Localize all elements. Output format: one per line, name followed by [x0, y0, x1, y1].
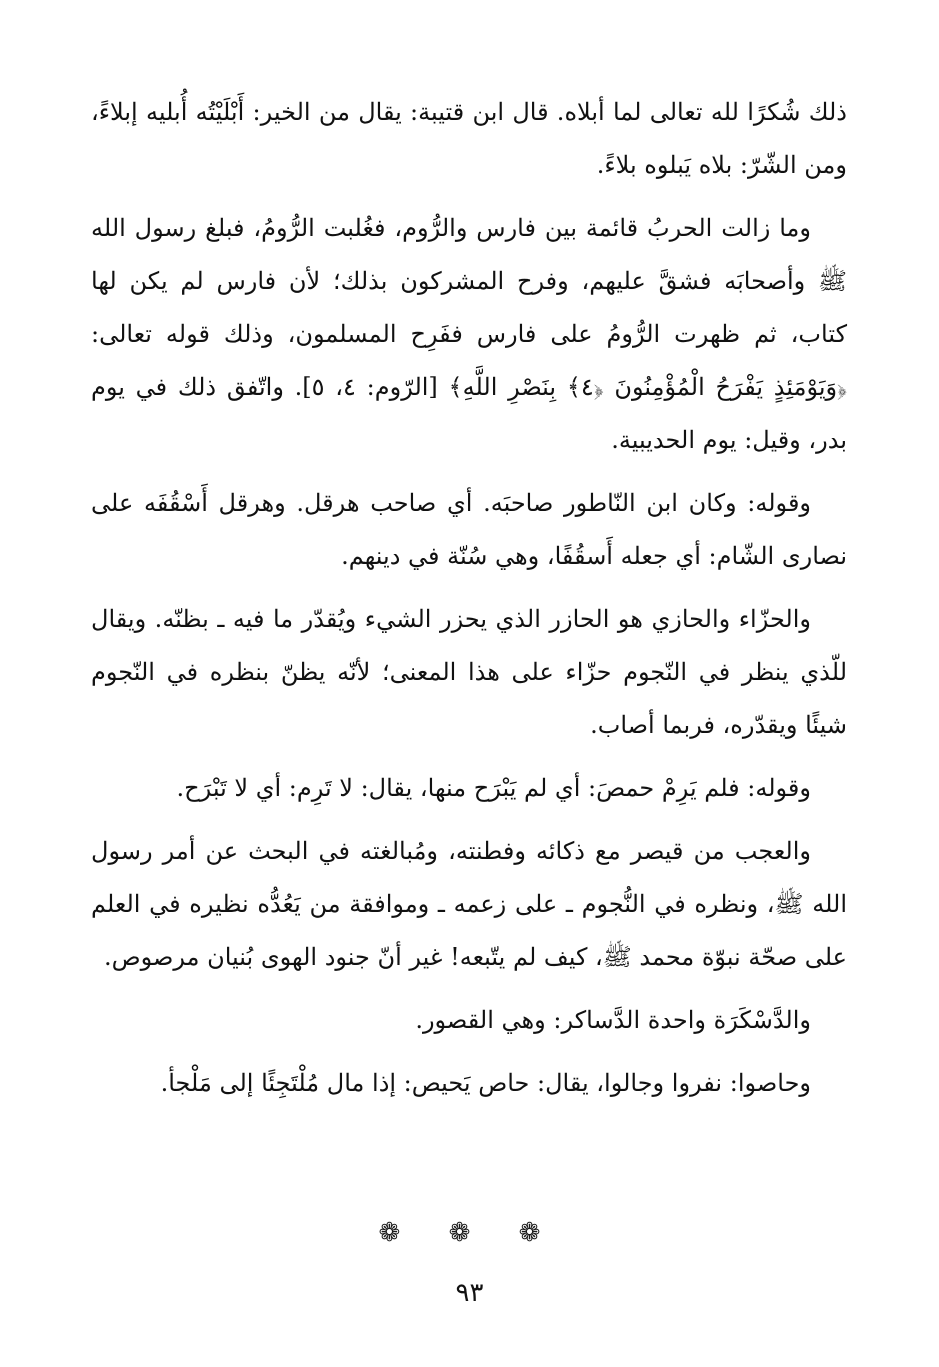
- flower-ornament-icon: ❁: [378, 1218, 421, 1248]
- page-number: ٩٣: [455, 1278, 484, 1308]
- paragraph-1: ذلك شُكرًا لله تعالى لما أبلاه. قال ابن قتيبة: يقال من الخير: أَبْلَيْتُه أُبليه إبلاءً، ومن الشّرّ: بلاه يَبلوه بلاءً.: [91, 98, 847, 179]
- paragraph-8: وحاصوا: نفروا وجالوا، يقال: حاص يَحيص: إذا مال مُلْتَجِئًا إلى مَلْجأ.: [160, 1069, 811, 1097]
- paragraph-6: والعجب من قيصر مع ذكائه وفطنته، ومُبالغته في البحث عن أمر رسول الله ﷺ، ونظره في النُّجوم ـ على زعمه ـ وموافقة من يَعُدُّه نظيره في العلم على صحّة نبوّة محمد ﷺ، كيف لم يتّبعه! غير أنّ جنود الهوى بُنيان مرصوص.: [91, 837, 847, 971]
- section-divider-ornaments: [0, 1218, 939, 1248]
- page-body: [91, 86, 847, 1120]
- paragraph-7: والدَّسْكَرَة واحدة الدَّساكر: وهي القصور.: [415, 1006, 811, 1034]
- paragraph-5: وقوله: فلم يَرِمْ حمصَ: أي لم يَبْرَح منها، يقال: لا تَرِم: أي لا تَبْرَح.: [176, 774, 811, 802]
- flower-ornament-icon: ❁: [448, 1218, 491, 1248]
- paragraph-3: وقوله: وكان ابن النّاطور صاحبَه. أي صاحب هرقل. وهرقل أَسْقُفَه على نصارى الشّام: أي جعله أَسقُفًا، وهي سُنّة في دينهم.: [91, 489, 847, 570]
- paragraph-4: والحزّاء والحازي هو الحازر الذي يحزر الشيء ويُقدّر ما فيه ـ بظنّه. ويقال للّذي ينظر في النّجوم حزّاء على هذا المعنى؛ لأنّه يظنّ بنظره في النّجوم شيئًا ويقدّره، فربما أصاب.: [91, 605, 847, 739]
- paragraph-2: وما زالت الحربُ قائمة بين فارس والرُّوم، فغُلبت الرُّومُ، فبلغ رسول الله ﷺ وأصحابَه فشقَّ عليهم، وفرح المشركون بذلك؛ لأن فارس لم يكن لها كتاب، ثم ظهرت الرُّومُ على فارس ففَرِح المسلمون، وذلك قوله تعالى: ﴿وَيَوْمَئِذٍ يَفْرَحُ الْمُؤْمِنُونَ ﴿٤﴾ بِنَصْرِ اللَّهِ﴾ [الرّوم: ٤، ٥]. واتّفق ذلك في يوم بدر، وقيل: يوم الحديبية.: [91, 214, 848, 454]
- flower-ornament-icon: ❁: [518, 1218, 561, 1248]
